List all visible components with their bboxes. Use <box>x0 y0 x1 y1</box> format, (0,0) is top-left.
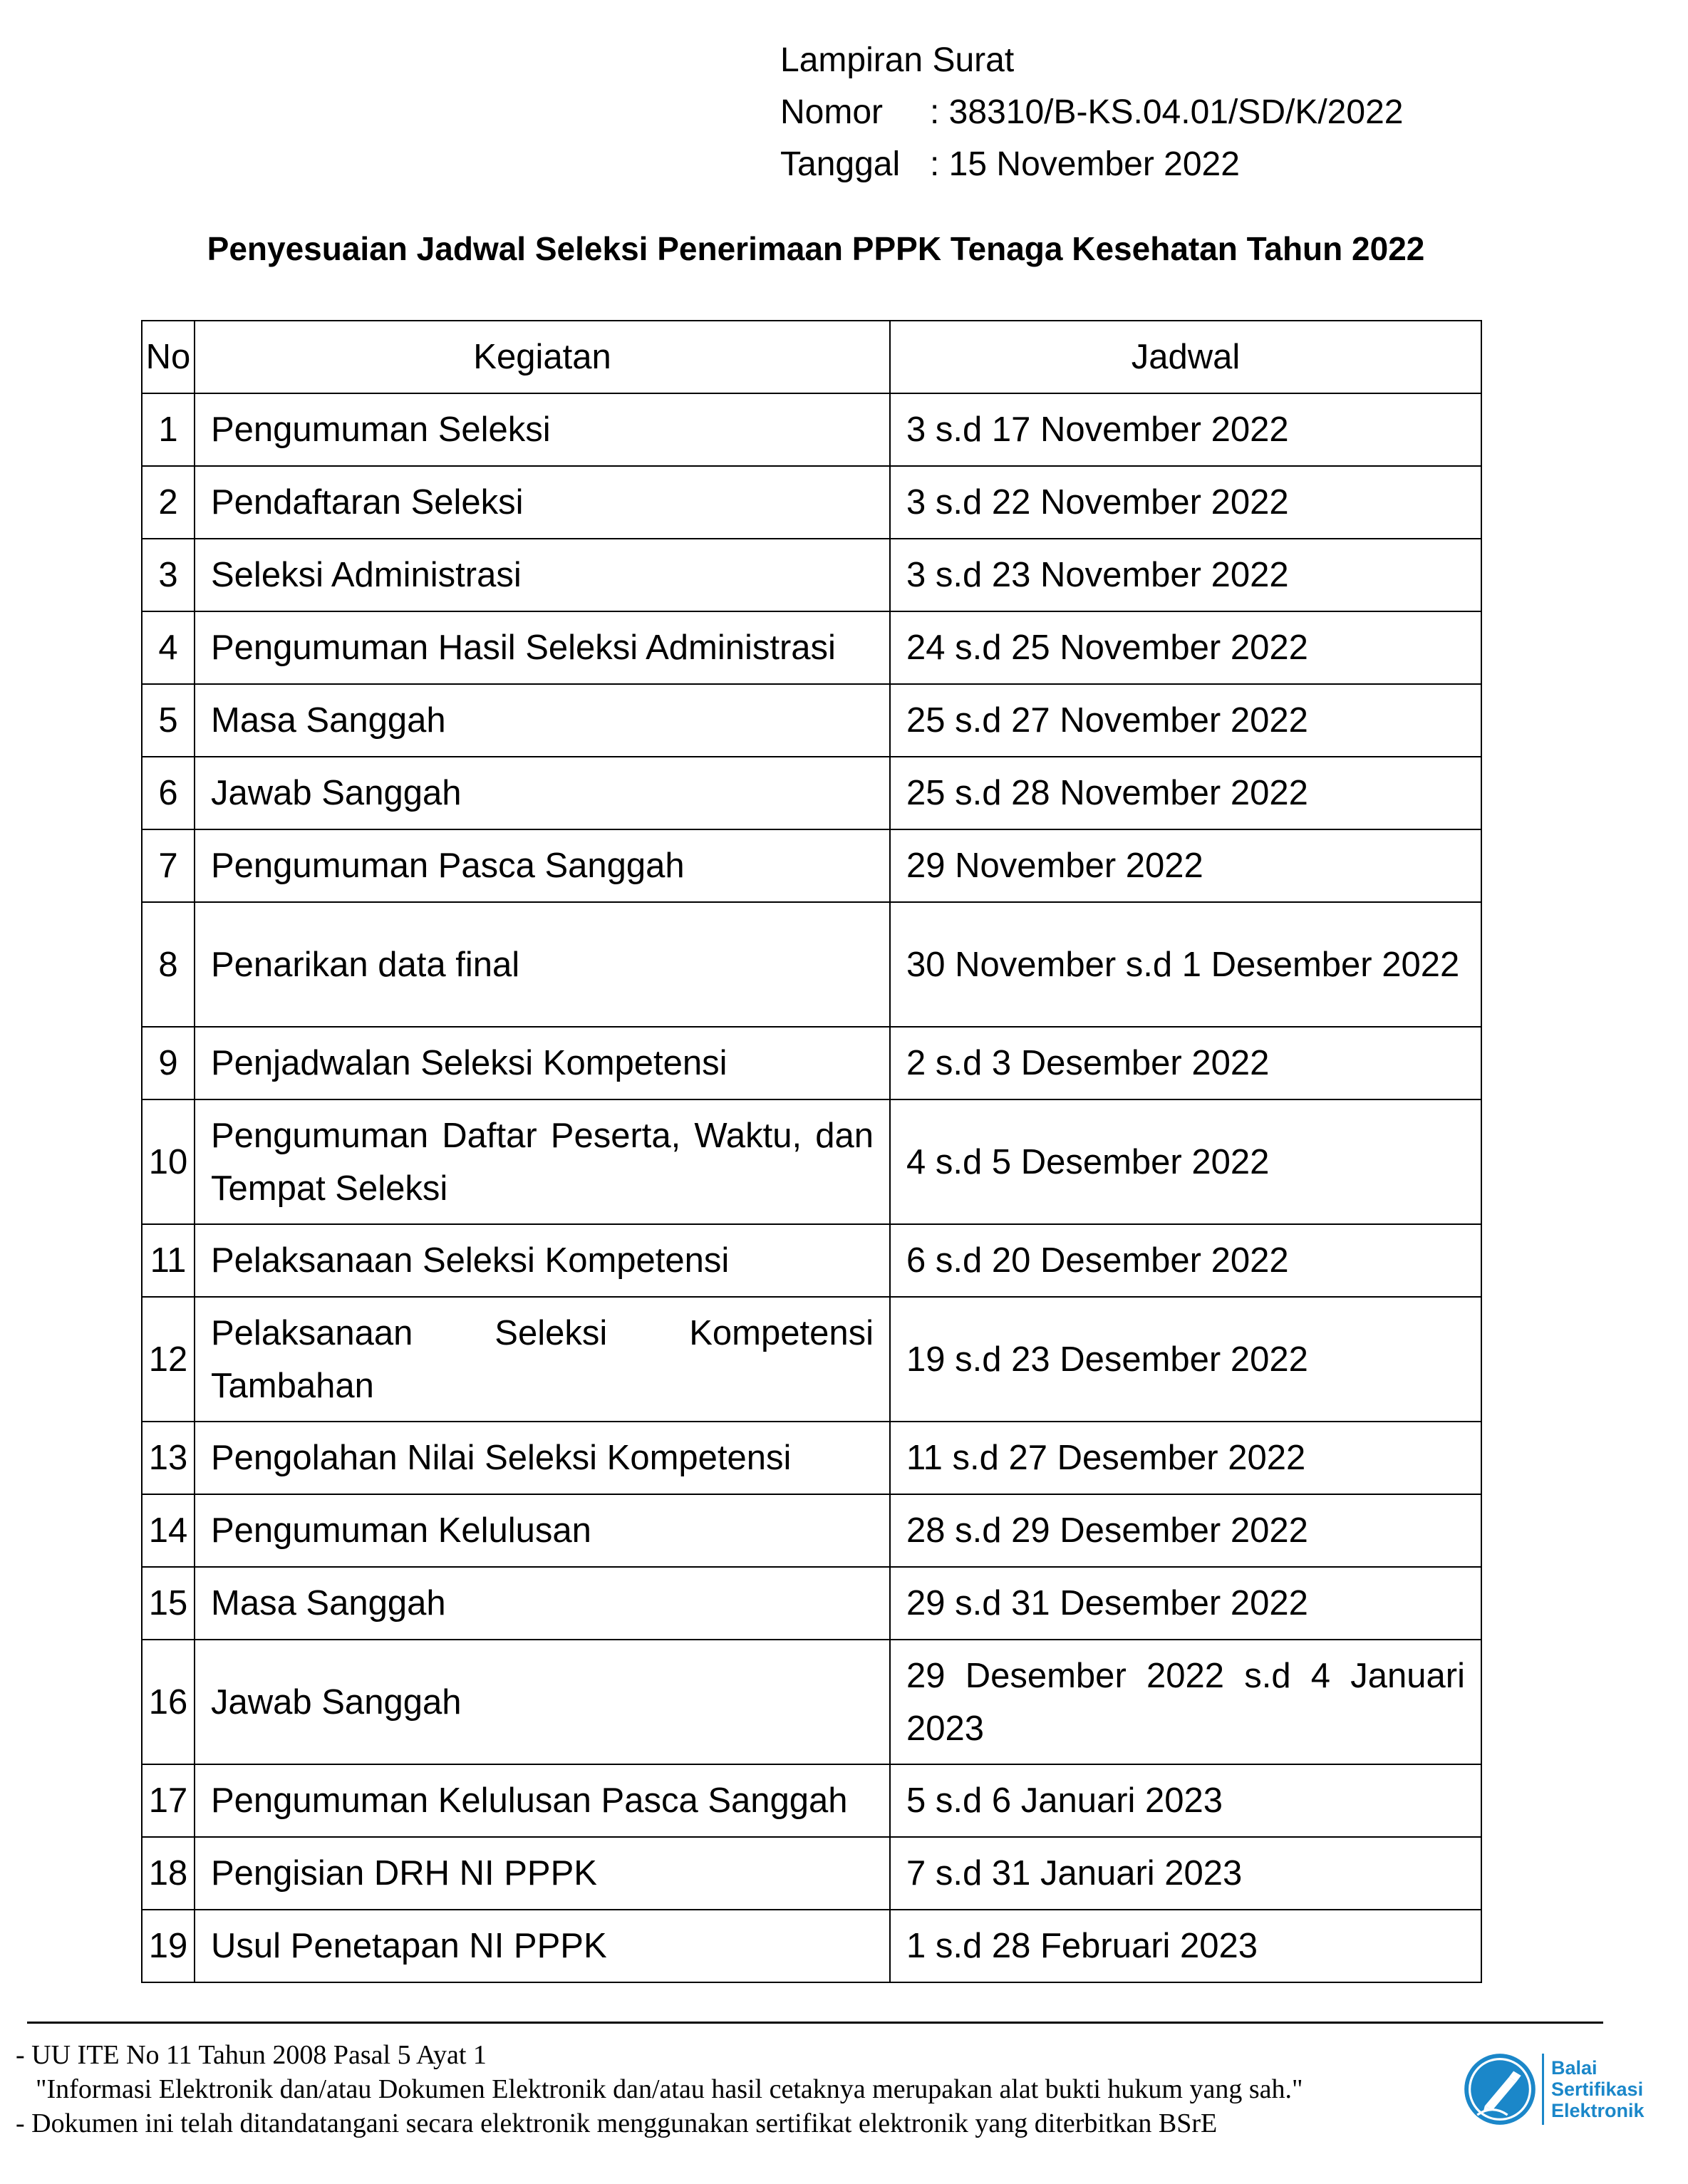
row-kegiatan: Pelaksanaan Seleksi Kompetensi Tambahan <box>195 1297 890 1422</box>
row-jadwal: 3 s.d 17 November 2022 <box>890 393 1481 466</box>
tanggal-label: Tanggal <box>780 145 901 183</box>
logo-text <box>1551 2057 1645 2121</box>
table-row <box>142 1027 1481 1099</box>
row-no: 15 <box>142 1567 195 1640</box>
table-row <box>142 1910 1481 1982</box>
row-no: 17 <box>142 1764 195 1837</box>
header-kegiatan: Kegiatan <box>195 321 890 393</box>
table-row <box>142 1764 1481 1837</box>
row-jadwal: 7 s.d 31 Januari 2023 <box>890 1837 1481 1910</box>
tanggal-line <box>780 138 1403 190</box>
table-row <box>142 902 1481 1027</box>
row-no: 10 <box>142 1099 195 1224</box>
footer-legal-notice <box>16 2038 1303 2141</box>
row-no: 1 <box>142 393 195 466</box>
row-no: 5 <box>142 684 195 757</box>
row-no: 7 <box>142 829 195 902</box>
table-row <box>142 1297 1481 1422</box>
row-kegiatan: Pengumuman Pasca Sanggah <box>195 829 890 902</box>
table-row <box>142 1640 1481 1764</box>
row-jadwal: 28 s.d 29 Desember 2022 <box>890 1494 1481 1567</box>
row-kegiatan: Masa Sanggah <box>195 1567 890 1640</box>
row-kegiatan: Pelaksanaan Seleksi Kompetensi <box>195 1224 890 1297</box>
row-no: 4 <box>142 611 195 684</box>
footer-divider <box>27 2022 1603 2024</box>
row-no: 18 <box>142 1837 195 1910</box>
row-kegiatan: Pengumuman Daftar Peserta, Waktu, dan Tempat Seleksi <box>195 1099 890 1224</box>
row-no: 6 <box>142 757 195 829</box>
schedule-table <box>141 320 1482 1983</box>
bsre-pen-icon <box>1462 2051 1538 2127</box>
document-title: Penyesuaian Jadwal Seleksi Penerimaan PPPK Tenaga Kesehatan Tahun 2022 <box>207 230 1425 267</box>
row-jadwal: 3 s.d 22 November 2022 <box>890 466 1481 539</box>
row-kegiatan: Masa Sanggah <box>195 684 890 757</box>
row-no: 9 <box>142 1027 195 1099</box>
table-row <box>142 1422 1481 1494</box>
header-jadwal: Jadwal <box>890 321 1481 393</box>
row-jadwal: 29 Desember 2022 s.d 4 Januari 2023 <box>890 1640 1481 1764</box>
table-row <box>142 684 1481 757</box>
row-jadwal: 25 s.d 27 November 2022 <box>890 684 1481 757</box>
row-kegiatan: Pengolahan Nilai Seleksi Kompetensi <box>195 1422 890 1494</box>
row-kegiatan: Pengumuman Kelulusan <box>195 1494 890 1567</box>
row-no: 16 <box>142 1640 195 1764</box>
row-jadwal: 2 s.d 3 Desember 2022 <box>890 1027 1481 1099</box>
row-kegiatan: Pendaftaran Seleksi <box>195 466 890 539</box>
row-no: 2 <box>142 466 195 539</box>
row-jadwal: 3 s.d 23 November 2022 <box>890 539 1481 611</box>
row-jadwal: 4 s.d 5 Desember 2022 <box>890 1099 1481 1224</box>
logo-divider <box>1542 2054 1544 2125</box>
row-jadwal: 11 s.d 27 Desember 2022 <box>890 1422 1481 1494</box>
footer-line-3: - Dokumen ini telah ditandatangani secara elektronik menggunakan sertifikat elektronik yang diterbitkan BSrE <box>16 2108 1218 2138</box>
row-jadwal: 6 s.d 20 Desember 2022 <box>890 1224 1481 1297</box>
nomor-label: Nomor <box>780 93 884 131</box>
nomor-value: : 38310/B-KS.04.01/SD/K/2022 <box>930 93 1404 131</box>
row-jadwal: 5 s.d 6 Januari 2023 <box>890 1764 1481 1837</box>
row-jadwal: 30 November s.d 1 Desember 2022 <box>890 902 1481 1027</box>
row-no: 14 <box>142 1494 195 1567</box>
row-no: 8 <box>142 902 195 1027</box>
row-kegiatan: Usul Penetapan NI PPPK <box>195 1910 890 1982</box>
table-row <box>142 393 1481 466</box>
footer-line-1: - UU ITE No 11 Tahun 2008 Pasal 5 Ayat 1 <box>16 2040 487 2070</box>
row-kegiatan: Pengumuman Hasil Seleksi Administrasi <box>195 611 890 684</box>
nomor-line <box>780 86 1403 138</box>
row-kegiatan: Seleksi Administrasi <box>195 539 890 611</box>
row-jadwal: 29 November 2022 <box>890 829 1481 902</box>
header-no: No <box>142 321 195 393</box>
logo-text-line-3: Elektronik <box>1551 2100 1645 2121</box>
row-kegiatan: Pengumuman Kelulusan Pasca Sanggah <box>195 1764 890 1837</box>
row-jadwal: 24 s.d 25 November 2022 <box>890 611 1481 684</box>
lampiran-line: Lampiran Surat <box>780 41 1015 79</box>
bsre-logo <box>1462 2046 1676 2132</box>
footer-line-2: "Informasi Elektronik dan/atau Dokumen Elektronik dan/atau hasil cetaknya merupakan alat bukti hukum yang sah." <box>36 2074 1303 2104</box>
table-row <box>142 1099 1481 1224</box>
row-kegiatan: Pengisian DRH NI PPPK <box>195 1837 890 1910</box>
letter-reference <box>780 34 1403 190</box>
row-no: 11 <box>142 1224 195 1297</box>
row-no: 13 <box>142 1422 195 1494</box>
row-kegiatan: Penarikan data final <box>195 902 890 1027</box>
table-header-row <box>142 321 1481 393</box>
row-no: 3 <box>142 539 195 611</box>
row-no: 12 <box>142 1297 195 1422</box>
table-row <box>142 1224 1481 1297</box>
row-kegiatan: Jawab Sanggah <box>195 757 890 829</box>
row-jadwal: 19 s.d 23 Desember 2022 <box>890 1297 1481 1422</box>
row-kegiatan: Pengumuman Seleksi <box>195 393 890 466</box>
logo-text-line-1: Balai <box>1551 2057 1598 2079</box>
row-kegiatan: Penjadwalan Seleksi Kompetensi <box>195 1027 890 1099</box>
table-row <box>142 1837 1481 1910</box>
table-row <box>142 466 1481 539</box>
row-jadwal: 25 s.d 28 November 2022 <box>890 757 1481 829</box>
row-jadwal: 29 s.d 31 Desember 2022 <box>890 1567 1481 1640</box>
row-kegiatan: Jawab Sanggah <box>195 1640 890 1764</box>
table-row <box>142 611 1481 684</box>
table-row <box>142 1494 1481 1567</box>
row-jadwal: 1 s.d 28 Februari 2023 <box>890 1910 1481 1982</box>
table-row <box>142 757 1481 829</box>
table-row <box>142 829 1481 902</box>
table-row <box>142 1567 1481 1640</box>
tanggal-value: : 15 November 2022 <box>930 145 1240 183</box>
table-row <box>142 539 1481 611</box>
logo-text-line-2: Sertifikasi <box>1551 2079 1644 2100</box>
row-no: 19 <box>142 1910 195 1982</box>
